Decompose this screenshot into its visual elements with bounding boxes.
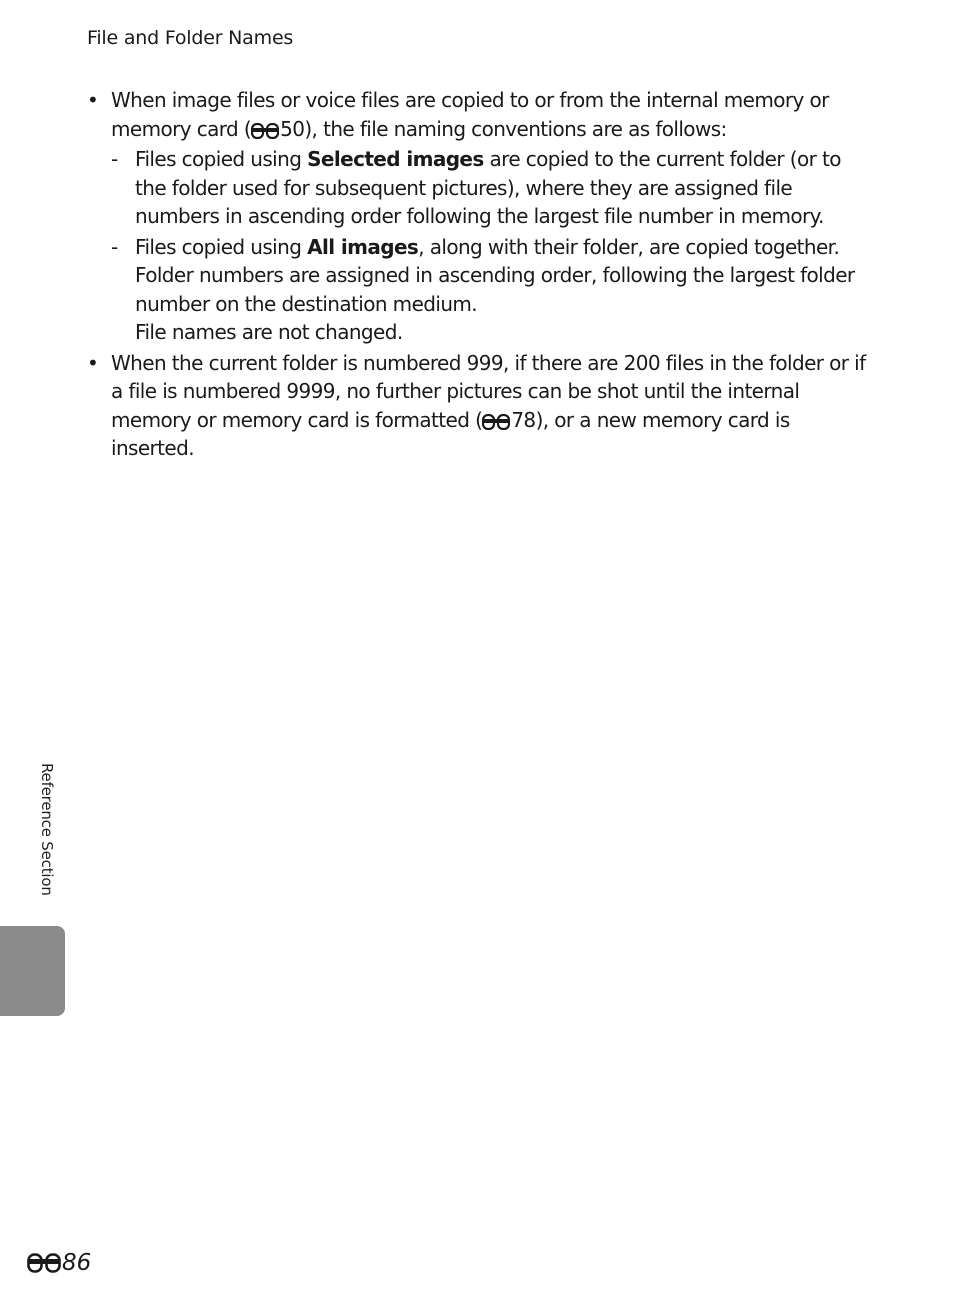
menu-option-all-images: All images <box>307 234 419 259</box>
text-fragment: When image files or voice files are copied to or from the internal memory or memory card ( <box>111 88 829 141</box>
body-text <box>87 86 877 465</box>
reference-section-icon <box>251 123 279 139</box>
text-fragment: ), or a new memory card is inserted. <box>111 407 790 460</box>
reference-section-icon <box>482 414 510 430</box>
bullet-dot: • <box>87 350 99 375</box>
sub-item-selected-images <box>111 145 877 231</box>
cross-reference-50[interactable] <box>251 117 304 141</box>
section-heading: File and Folder Names <box>87 27 294 49</box>
bullet-text <box>111 351 866 461</box>
text-fragment: Files copied using <box>135 234 308 259</box>
page-number <box>27 1250 91 1276</box>
cross-reference-78[interactable] <box>482 408 535 432</box>
sidebar-section-label: Reference Section <box>38 763 56 896</box>
page-number-value: 86 <box>62 1250 92 1276</box>
dash-mark: - <box>111 147 118 171</box>
reference-section-icon <box>27 1253 61 1273</box>
bullet-text <box>111 88 829 141</box>
bullet-item-copy-conventions <box>87 86 877 347</box>
dash-mark: - <box>111 234 118 259</box>
cross-reference-page: 78 <box>511 407 536 432</box>
bullet-dot: • <box>87 88 99 112</box>
text-fragment: , along with their folder, are copied together. Folder numbers are assigned in ascending order, following the largest folder number on the destination medium. <box>135 234 855 316</box>
section-tab <box>0 926 65 1016</box>
text-fragment: ), the file naming conventions are as follows: <box>304 116 727 141</box>
note-file-names-unchanged: File names are not changed. <box>135 320 403 344</box>
bullet-item-folder-limit <box>87 349 877 463</box>
text-fragment: Files copied using <box>135 147 308 171</box>
text-fragment: are copied to the current folder (or to the folder used for subsequent pictures), where they are assigned file numbers in ascending order following the largest file number in memory. <box>135 147 841 228</box>
menu-option-selected-images: Selected images <box>307 147 484 171</box>
cross-reference-page: 50 <box>280 116 305 141</box>
text-fragment: When the current folder is numbered 999, if there are 200 files in the folder or if a file is numbered 9999, no further pictures can be shot until the internal memory or memory card is formatted ( <box>111 350 866 432</box>
sub-item-all-images <box>111 233 877 347</box>
